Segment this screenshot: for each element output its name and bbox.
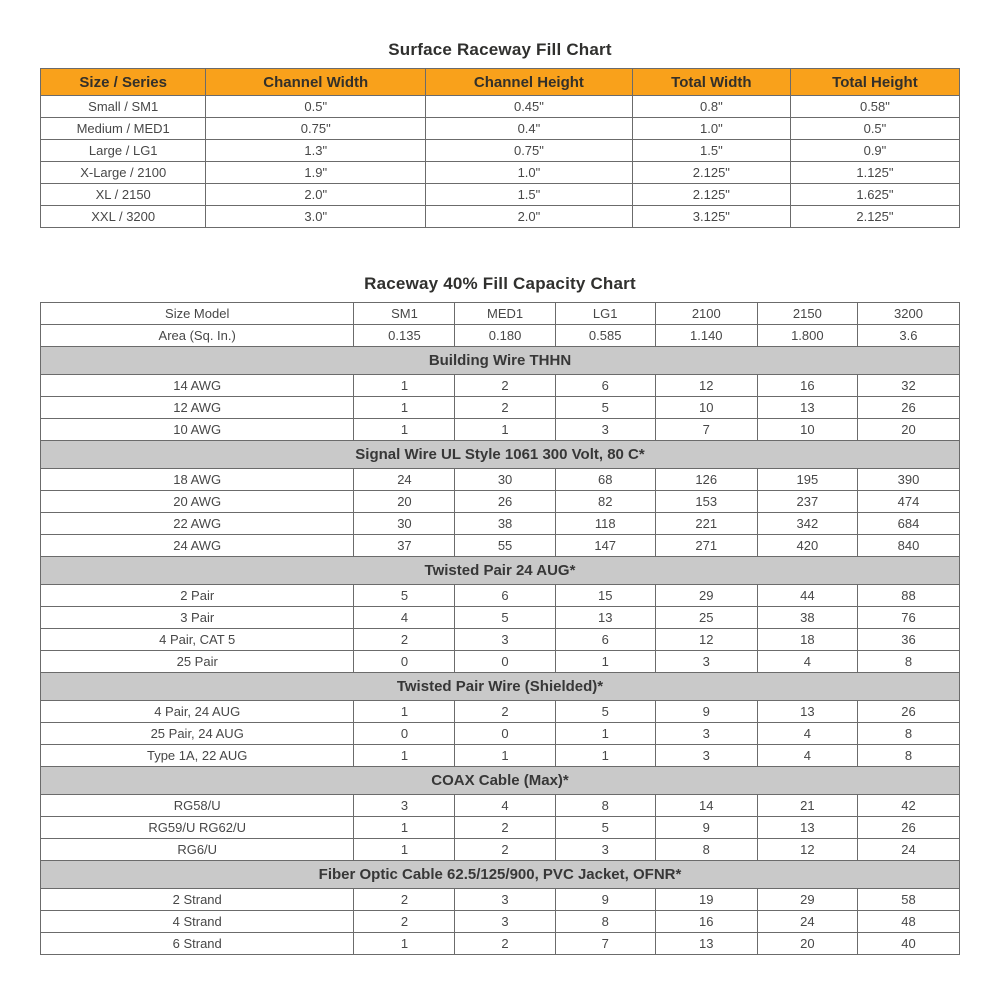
capacity-row [41, 933, 960, 955]
capacity-value-cell: 7 [555, 933, 655, 955]
capacity-label-cell: 18 AWG [41, 469, 354, 491]
capacity-row [41, 419, 960, 441]
capacity-value-cell: 6 [555, 375, 655, 397]
fill-chart-header-cell: Channel Height [426, 69, 633, 96]
capacity-value-cell: 0 [455, 723, 555, 745]
capacity-value-cell: 1 [354, 745, 455, 767]
capacity-value-cell: 4 [757, 745, 857, 767]
capacity-row [41, 585, 960, 607]
capacity-row [41, 397, 960, 419]
capacity-value-cell: 2 [354, 889, 455, 911]
capacity-value-cell: 13 [555, 607, 655, 629]
capacity-value-cell: 13 [655, 933, 757, 955]
capacity-row [41, 629, 960, 651]
section-header [41, 767, 960, 795]
capacity-row [41, 491, 960, 513]
fill-chart-value-cell: 0.5" [206, 96, 426, 118]
capacity-value-cell: 221 [655, 513, 757, 535]
capacity-label-cell: 4 Pair, CAT 5 [41, 629, 354, 651]
capacity-value-cell: 271 [655, 535, 757, 557]
capacity-value-cell: 3 [354, 795, 455, 817]
capacity-value-cell: 20 [354, 491, 455, 513]
fill-chart-row [41, 184, 960, 206]
capacity-value-cell: 237 [757, 491, 857, 513]
capacity-label-cell: RG59/U RG62/U [41, 817, 354, 839]
capacity-label-cell: 10 AWG [41, 419, 354, 441]
fill-chart-value-cell: 0.4" [426, 118, 633, 140]
capacity-value-cell: 29 [655, 585, 757, 607]
capacity-row [41, 651, 960, 673]
fill-chart-value-cell: 0.75" [206, 118, 426, 140]
section-header-cell: Twisted Pair Wire (Shielded)* [41, 673, 960, 701]
capacity-value-cell: 2 [455, 839, 555, 861]
fill-chart-value-cell: 0.5" [790, 118, 959, 140]
section-header-cell: Building Wire THHN [41, 347, 960, 375]
capacity-value-cell: 26 [857, 397, 959, 419]
capacity-value-cell: 474 [857, 491, 959, 513]
capacity-value-cell: 3 [655, 651, 757, 673]
capacity-value-cell: 840 [857, 535, 959, 557]
fill-chart-series-cell: XL / 2150 [41, 184, 206, 206]
capacity-value-cell: 18 [757, 629, 857, 651]
capacity-info-value-cell: 3200 [857, 303, 959, 325]
capacity-value-cell: 3 [555, 419, 655, 441]
fill-chart-value-cell: 0.75" [426, 140, 633, 162]
fill-chart-series-cell: Large / LG1 [41, 140, 206, 162]
capacity-value-cell: 38 [455, 513, 555, 535]
capacity-value-cell: 8 [655, 839, 757, 861]
capacity-value-cell: 3 [655, 723, 757, 745]
capacity-value-cell: 8 [555, 795, 655, 817]
capacity-label-cell: 2 Strand [41, 889, 354, 911]
capacity-value-cell: 2 [455, 933, 555, 955]
capacity-label-cell: 25 Pair [41, 651, 354, 673]
capacity-value-cell: 2 [455, 701, 555, 723]
capacity-value-cell: 24 [354, 469, 455, 491]
fill-chart-row [41, 96, 960, 118]
capacity-value-cell: 2 [354, 629, 455, 651]
capacity-info-value-cell: 0.585 [555, 325, 655, 347]
capacity-info-value-cell: 0.135 [354, 325, 455, 347]
capacity-value-cell: 1 [455, 419, 555, 441]
capacity-row [41, 723, 960, 745]
capacity-label-cell: RG6/U [41, 839, 354, 861]
capacity-value-cell: 1 [354, 839, 455, 861]
fill-chart-head [41, 69, 960, 96]
fill-chart-header-cell: Size / Series [41, 69, 206, 96]
capacity-value-cell: 24 [857, 839, 959, 861]
fill-chart-series-cell: Medium / MED1 [41, 118, 206, 140]
capacity-info-value-cell: MED1 [455, 303, 555, 325]
capacity-value-cell: 36 [857, 629, 959, 651]
capacity-value-cell: 10 [655, 397, 757, 419]
capacity-value-cell: 13 [757, 817, 857, 839]
fill-chart-value-cell: 1.5" [632, 140, 790, 162]
capacity-value-cell: 420 [757, 535, 857, 557]
capacity-value-cell: 25 [655, 607, 757, 629]
capacity-value-cell: 9 [555, 889, 655, 911]
fill-chart-series-cell: X-Large / 2100 [41, 162, 206, 184]
capacity-label-cell: Type 1A, 22 AUG [41, 745, 354, 767]
fill-chart-value-cell: 1.125" [790, 162, 959, 184]
capacity-value-cell: 0 [354, 723, 455, 745]
capacity-value-cell: 6 [455, 585, 555, 607]
capacity-value-cell: 38 [757, 607, 857, 629]
capacity-value-cell: 3 [455, 911, 555, 933]
fill-chart-header-row [41, 69, 960, 96]
capacity-label-cell: 12 AWG [41, 397, 354, 419]
capacity-value-cell: 1 [555, 723, 655, 745]
capacity-value-cell: 12 [655, 375, 757, 397]
fill-chart-value-cell: 2.125" [632, 162, 790, 184]
capacity-label-cell: 24 AWG [41, 535, 354, 557]
fill-chart-header-cell: Total Width [632, 69, 790, 96]
capacity-row [41, 513, 960, 535]
fill-chart-series-cell: XXL / 3200 [41, 206, 206, 228]
capacity-value-cell: 1 [354, 419, 455, 441]
capacity-value-cell: 3 [555, 839, 655, 861]
capacity-info-label-cell: Area (Sq. In.) [41, 325, 354, 347]
capacity-label-cell: RG58/U [41, 795, 354, 817]
capacity-value-cell: 1 [354, 375, 455, 397]
fill-chart-value-cell: 2.125" [632, 184, 790, 206]
capacity-value-cell: 42 [857, 795, 959, 817]
fill-chart-series-cell: Small / SM1 [41, 96, 206, 118]
capacity-value-cell: 4 [455, 795, 555, 817]
capacity-value-cell: 26 [455, 491, 555, 513]
section-header-cell: Fiber Optic Cable 62.5/125/900, PVC Jacket, OFNR* [41, 861, 960, 889]
capacity-value-cell: 10 [757, 419, 857, 441]
capacity-value-cell: 342 [757, 513, 857, 535]
capacity-value-cell: 12 [757, 839, 857, 861]
capacity-value-cell: 0 [354, 651, 455, 673]
fill-chart-row [41, 162, 960, 184]
fill-chart-value-cell: 1.9" [206, 162, 426, 184]
capacity-value-cell: 5 [555, 397, 655, 419]
capacity-value-cell: 4 [757, 651, 857, 673]
capacity-info-label-cell: Size Model [41, 303, 354, 325]
capacity-chart-title: Raceway 40% Fill Capacity Chart [364, 274, 636, 293]
capacity-row [41, 911, 960, 933]
capacity-row [41, 839, 960, 861]
capacity-value-cell: 390 [857, 469, 959, 491]
capacity-value-cell: 1 [354, 701, 455, 723]
capacity-value-cell: 6 [555, 629, 655, 651]
section-header-cell: COAX Cable (Max)* [41, 767, 960, 795]
capacity-value-cell: 126 [655, 469, 757, 491]
fill-chart-value-cell: 2.0" [426, 206, 633, 228]
fill-chart-value-cell: 0.45" [426, 96, 633, 118]
fill-chart-body [41, 96, 960, 228]
capacity-value-cell: 3 [455, 889, 555, 911]
capacity-value-cell: 2 [354, 911, 455, 933]
capacity-value-cell: 8 [857, 651, 959, 673]
capacity-value-cell: 8 [857, 745, 959, 767]
capacity-value-cell: 32 [857, 375, 959, 397]
fill-chart-value-cell: 2.0" [206, 184, 426, 206]
capacity-label-cell: 22 AWG [41, 513, 354, 535]
capacity-value-cell: 13 [757, 701, 857, 723]
section-header-cell: Twisted Pair 24 AUG* [41, 557, 960, 585]
capacity-value-cell: 7 [655, 419, 757, 441]
capacity-value-cell: 40 [857, 933, 959, 955]
capacity-value-cell: 3 [455, 629, 555, 651]
capacity-value-cell: 82 [555, 491, 655, 513]
fill-chart-value-cell: 1.3" [206, 140, 426, 162]
fill-chart-value-cell: 1.0" [426, 162, 633, 184]
section-header [41, 861, 960, 889]
capacity-chart-body [41, 303, 960, 955]
capacity-value-cell: 15 [555, 585, 655, 607]
capacity-info-value-cell: 3.6 [857, 325, 959, 347]
capacity-value-cell: 684 [857, 513, 959, 535]
capacity-row [41, 701, 960, 723]
capacity-value-cell: 2 [455, 817, 555, 839]
fill-chart-value-cell: 3.0" [206, 206, 426, 228]
capacity-value-cell: 1 [354, 397, 455, 419]
capacity-value-cell: 2 [455, 375, 555, 397]
fill-chart-table [40, 68, 960, 228]
capacity-value-cell: 16 [757, 375, 857, 397]
capacity-value-cell: 14 [655, 795, 757, 817]
capacity-info-value-cell: 1.140 [655, 325, 757, 347]
capacity-value-cell: 1 [354, 817, 455, 839]
capacity-value-cell: 3 [655, 745, 757, 767]
capacity-value-cell: 8 [555, 911, 655, 933]
capacity-info-value-cell: 1.800 [757, 325, 857, 347]
section-header [41, 347, 960, 375]
capacity-value-cell: 9 [655, 817, 757, 839]
capacity-label-cell: 6 Strand [41, 933, 354, 955]
capacity-value-cell: 153 [655, 491, 757, 513]
capacity-value-cell: 195 [757, 469, 857, 491]
fill-chart-header-cell: Total Height [790, 69, 959, 96]
fill-chart-row [41, 140, 960, 162]
capacity-info-value-cell: SM1 [354, 303, 455, 325]
capacity-value-cell: 1 [555, 745, 655, 767]
capacity-row [41, 325, 960, 347]
fill-chart-value-cell: 0.8" [632, 96, 790, 118]
fill-chart-row [41, 206, 960, 228]
capacity-row [41, 303, 960, 325]
capacity-row [41, 375, 960, 397]
fill-chart-value-cell: 1.0" [632, 118, 790, 140]
fill-chart-row [41, 118, 960, 140]
capacity-value-cell: 37 [354, 535, 455, 557]
section-header-cell: Signal Wire UL Style 1061 300 Volt, 80 C* [41, 441, 960, 469]
capacity-value-cell: 118 [555, 513, 655, 535]
capacity-value-cell: 8 [857, 723, 959, 745]
capacity-row [41, 817, 960, 839]
capacity-value-cell: 24 [757, 911, 857, 933]
capacity-value-cell: 1 [455, 745, 555, 767]
section-header [41, 673, 960, 701]
capacity-label-cell: 3 Pair [41, 607, 354, 629]
fill-chart-value-cell: 0.9" [790, 140, 959, 162]
capacity-label-cell: 14 AWG [41, 375, 354, 397]
capacity-chart-table [40, 302, 960, 955]
section-header [41, 557, 960, 585]
capacity-value-cell: 88 [857, 585, 959, 607]
fill-chart-value-cell: 0.58" [790, 96, 959, 118]
capacity-row [41, 469, 960, 491]
fill-chart-value-cell: 1.5" [426, 184, 633, 206]
capacity-value-cell: 1 [555, 651, 655, 673]
fill-chart-header-cell: Channel Width [206, 69, 426, 96]
capacity-value-cell: 58 [857, 889, 959, 911]
capacity-row [41, 535, 960, 557]
capacity-value-cell: 5 [555, 701, 655, 723]
capacity-value-cell: 20 [857, 419, 959, 441]
capacity-value-cell: 76 [857, 607, 959, 629]
section-header [41, 441, 960, 469]
capacity-info-value-cell: 2100 [655, 303, 757, 325]
capacity-value-cell: 19 [655, 889, 757, 911]
capacity-value-cell: 29 [757, 889, 857, 911]
capacity-label-cell: 4 Strand [41, 911, 354, 933]
capacity-value-cell: 55 [455, 535, 555, 557]
capacity-label-cell: 20 AWG [41, 491, 354, 513]
capacity-value-cell: 5 [354, 585, 455, 607]
capacity-value-cell: 30 [354, 513, 455, 535]
fill-chart-value-cell: 3.125" [632, 206, 790, 228]
fill-chart-value-cell: 2.125" [790, 206, 959, 228]
capacity-value-cell: 44 [757, 585, 857, 607]
capacity-value-cell: 4 [354, 607, 455, 629]
capacity-value-cell: 21 [757, 795, 857, 817]
capacity-value-cell: 5 [555, 817, 655, 839]
capacity-value-cell: 20 [757, 933, 857, 955]
capacity-row [41, 889, 960, 911]
capacity-row [41, 745, 960, 767]
capacity-value-cell: 2 [455, 397, 555, 419]
capacity-label-cell: 4 Pair, 24 AUG [41, 701, 354, 723]
fill-chart-title: Surface Raceway Fill Chart [388, 40, 612, 59]
capacity-value-cell: 9 [655, 701, 757, 723]
capacity-value-cell: 26 [857, 817, 959, 839]
capacity-value-cell: 26 [857, 701, 959, 723]
capacity-value-cell: 48 [857, 911, 959, 933]
capacity-value-cell: 147 [555, 535, 655, 557]
capacity-value-cell: 30 [455, 469, 555, 491]
capacity-row [41, 607, 960, 629]
capacity-row [41, 795, 960, 817]
capacity-value-cell: 13 [757, 397, 857, 419]
fill-chart-value-cell: 1.625" [790, 184, 959, 206]
capacity-value-cell: 12 [655, 629, 757, 651]
capacity-value-cell: 0 [455, 651, 555, 673]
capacity-value-cell: 1 [354, 933, 455, 955]
capacity-info-value-cell: 0.180 [455, 325, 555, 347]
capacity-label-cell: 25 Pair, 24 AUG [41, 723, 354, 745]
capacity-value-cell: 16 [655, 911, 757, 933]
capacity-label-cell: 2 Pair [41, 585, 354, 607]
capacity-value-cell: 68 [555, 469, 655, 491]
capacity-value-cell: 4 [757, 723, 857, 745]
capacity-value-cell: 5 [455, 607, 555, 629]
capacity-info-value-cell: LG1 [555, 303, 655, 325]
capacity-info-value-cell: 2150 [757, 303, 857, 325]
